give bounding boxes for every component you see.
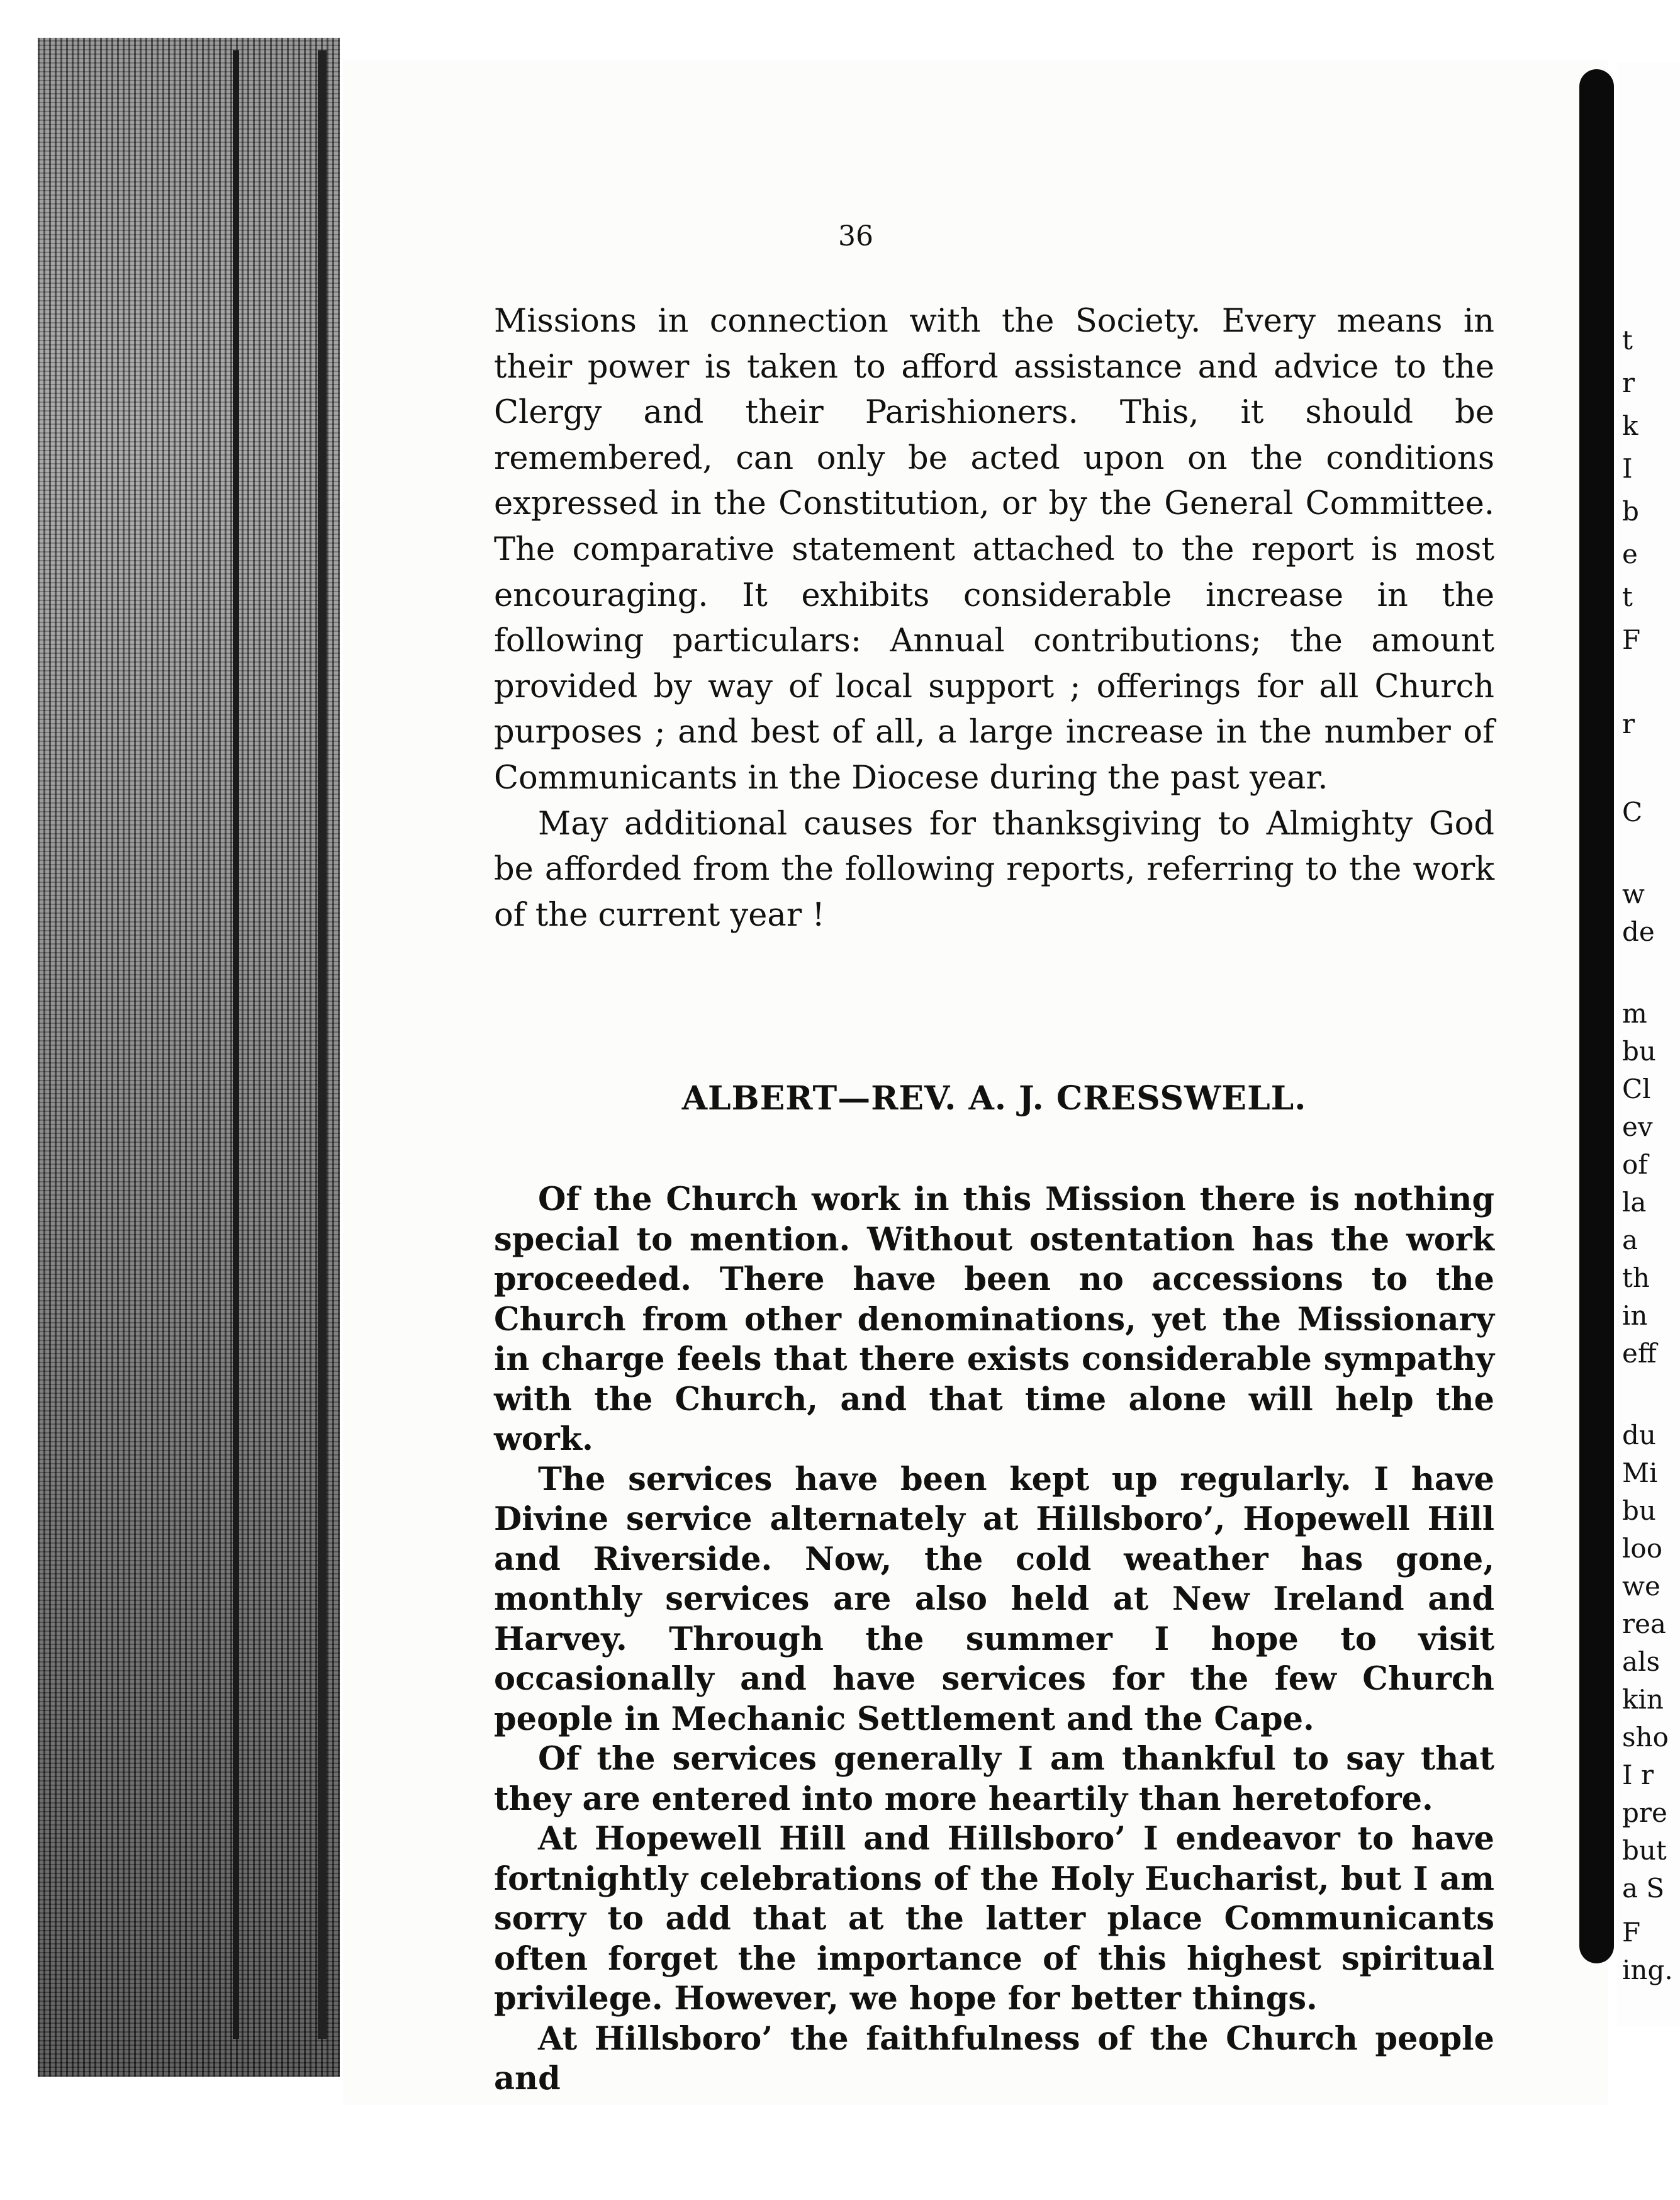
fragment: a — [1622, 1225, 1638, 1255]
book-page — [343, 60, 1608, 2105]
fragment: ev — [1622, 1111, 1653, 1142]
fragment: du — [1622, 1420, 1656, 1451]
fragment: eff — [1622, 1338, 1657, 1369]
fragment: ing. — [1622, 1955, 1673, 1985]
fragment: w — [1622, 878, 1645, 909]
intro-text — [494, 299, 1494, 938]
page-number: 36 — [838, 220, 873, 252]
page-edge-line — [318, 50, 327, 2039]
section-text — [494, 1180, 1494, 2099]
fragment: C — [1622, 797, 1643, 828]
fragment: kin — [1622, 1684, 1664, 1715]
fragment: b — [1622, 496, 1639, 527]
fragment: we — [1622, 1571, 1660, 1602]
paragraph: Missions in connection with the Society. Every means in their power is taken to afford assistance and advice to the Clergy and their Parishioners. This, it should be remembered, can only be acted upon on the conditions expressed in the Constitution, or by the General Committee. The comparative statement attached to the report is most encouraging. It exhibits considerable increase in the following particulars: Annual contributions; the amount provided by way of local support ; offerings for all Church purposes ; and best of all, a large increase in the number of Communicants in the Diocese during the past year. — [494, 303, 1494, 797]
fragment: th — [1622, 1262, 1650, 1293]
fragment: F — [1622, 624, 1641, 655]
fragment: t — [1622, 325, 1633, 356]
fragment: Cl — [1622, 1074, 1651, 1104]
gutter-shadow — [1579, 69, 1614, 1963]
fragment: bu — [1622, 1495, 1656, 1526]
paragraph: Of the services generally I am thankful to say that they are entered into more heartily than heretofore. — [494, 1740, 1494, 1818]
fragment: t — [1622, 581, 1633, 612]
fragment: r — [1622, 368, 1635, 398]
fragment: Mi — [1622, 1457, 1658, 1488]
page-edge-line — [233, 50, 239, 2039]
book-page-edges — [38, 38, 340, 2077]
fragment: rea — [1622, 1608, 1666, 1639]
fragment: e — [1622, 539, 1638, 570]
fragment: de — [1622, 916, 1655, 947]
paragraph: May additional causes for thanksgiving to Almighty God be afforded from the following reports, referring to the work of the current year ! — [494, 805, 1494, 934]
paragraph: At Hopewell Hill and Hillsboro’ I endeavor to have fortnightly celebrations of the Holy Eucharist, but I am sorry to add that at the latter place Communicants often forget the importance of this highest spiritual privilege. However, we hope for better things. — [494, 1820, 1494, 2018]
paragraph: The services have been kept up regularly. I have Divine service alternately at Hillsboro’, Hopewell Hill and Riverside. Now, the cold weather has gone, monthly services are also held at New Ireland and Harvey. Through the summer I hope to visit occasionally and have services for the few Church people in Mechanic Settlement and the Cape. — [494, 1460, 1494, 1738]
fragment: loo — [1622, 1533, 1663, 1564]
fragment: in — [1622, 1300, 1648, 1331]
paragraph: Of the Church work in this Mission there is nothing special to mention. Without ostentation has the work proceeded. There have been no accessions to the Church from other denominations, yet the Missionary in charge feels that there exists considerable sympathy with the Church, and that time alone will help the work. — [494, 1181, 1494, 1458]
fragment: la — [1622, 1187, 1647, 1218]
fragment: of — [1622, 1149, 1648, 1180]
fragment: but — [1622, 1835, 1667, 1866]
fragment: k — [1622, 410, 1638, 441]
fragment: I — [1622, 453, 1633, 484]
fragment: bu — [1622, 1036, 1656, 1067]
fragment: als — [1622, 1646, 1660, 1677]
paragraph: At Hillsboro’ the faithfulness of the Church people and — [494, 2019, 1494, 2097]
fragment: F — [1622, 1917, 1641, 1948]
fragment: pre — [1622, 1797, 1667, 1828]
next-page-edge — [1617, 63, 1680, 2026]
fragment: m — [1622, 998, 1647, 1029]
fragment: a S — [1622, 1873, 1665, 1904]
fragment: sho — [1622, 1722, 1669, 1753]
fragment: r — [1622, 709, 1635, 739]
section-heading: ALBERT—REV. A. J. CRESSWELL. — [681, 1079, 1307, 1118]
fragment: I r — [1622, 1759, 1654, 1790]
